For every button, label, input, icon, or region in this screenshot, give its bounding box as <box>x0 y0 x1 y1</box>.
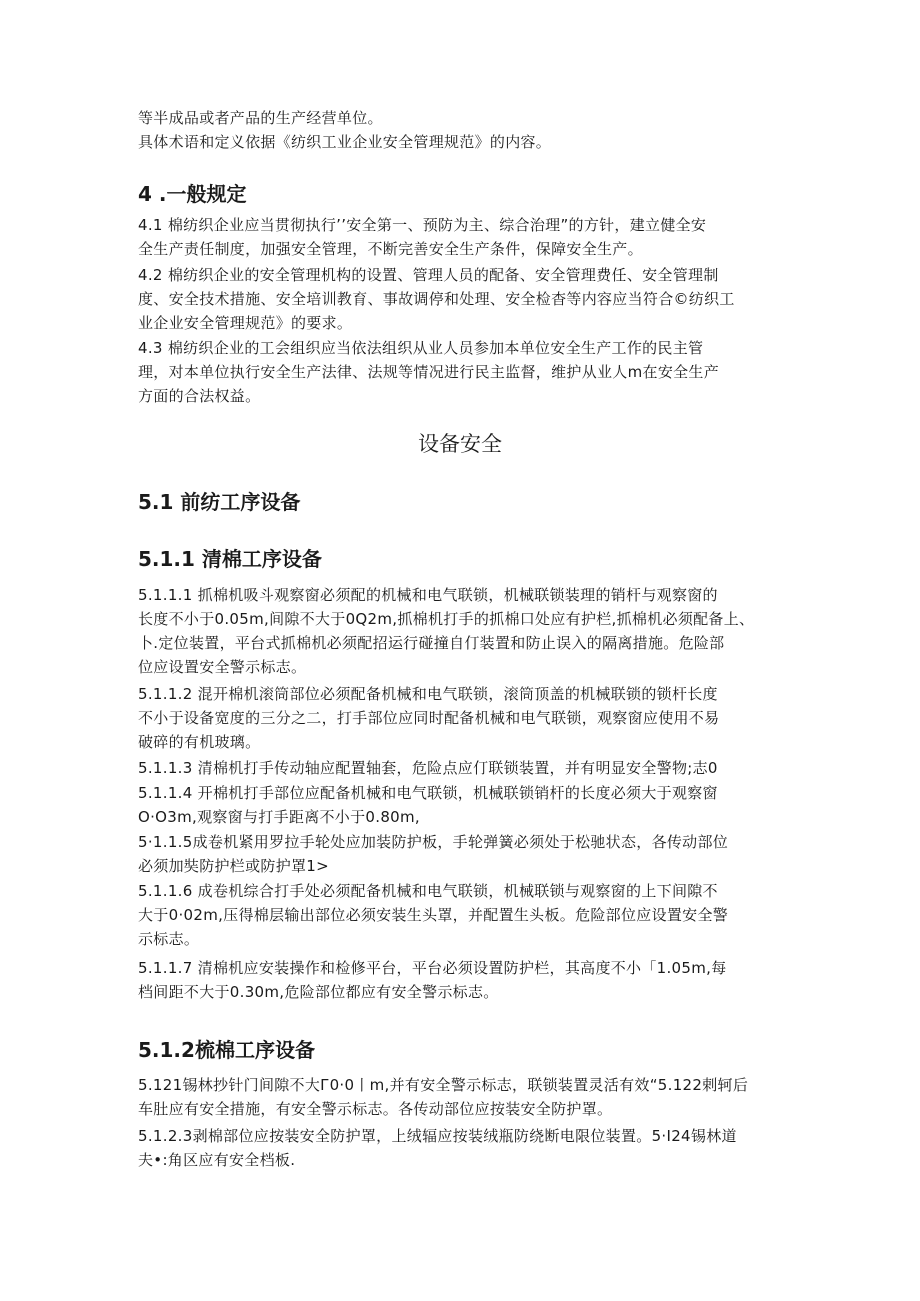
text-line: 理，对本单位执行安全生产法律、法规等情况进行民主监督，维护从业人m在安全生产 <box>138 363 720 381</box>
text-line: 夫•:角区应有安全档板. <box>138 1151 296 1169</box>
paragraph-5-1-1-1 <box>138 583 788 679</box>
text-line: 卜.定位装置，平台式抓棉机必须配招运行碰撞自仃装置和防止误入的隔离措施。危险部 <box>138 634 725 652</box>
paragraph-4-3 <box>138 336 788 408</box>
text-line: 示标志。 <box>138 930 200 948</box>
paragraph-5-1-1-7 <box>138 956 788 1004</box>
text-line: 位应设置安全警示标志。 <box>138 658 307 676</box>
paragraph-5-1-1-3 <box>138 756 788 780</box>
text-line: 5.1.1.3 清棉机打手传动轴应配置轴套，危险点应仃联锁装置，并有明显安全警物;志0 <box>138 759 718 777</box>
paragraph-5-1-1-4 <box>138 781 788 829</box>
text-line: 5.1.2.3剥棉部位应按装安全防护罩，上绒辐应按装绒瓶防绕断电限位装置。5·I24锡林道 <box>138 1127 737 1145</box>
heading-text: 5.1.1 清棉工序设备 <box>138 547 322 571</box>
paragraph-5-1-1-6 <box>138 879 788 951</box>
text-line: 档间距不大于0.30m,危险部位都应有安全警示标志。 <box>138 983 499 1001</box>
paragraph-5-1-2-3 <box>138 1124 788 1172</box>
text-line: 5·1.1.5成卷机紧用罗拉手轮处应加装防护板，手轮弹簧必须处于松驰状态，各传动部位 <box>138 833 729 851</box>
text-line: 4.2 棉纺织企业的安全管理机构的设置、管理人员的配备、安全管理费任、安全管理制 <box>138 266 719 284</box>
text-line: 5.1.1.1 抓棉机吸斗观察窗必须配的机械和电气联锁，机械联锁装理的销杆与观察窗的 <box>138 586 718 604</box>
text-line: 5.1.1.6 成卷机综合打手处必须配备机械和电气联锁，机械联锁与观察窗的上下间隙不 <box>138 882 718 900</box>
text-line: 车肚应有安全措施，有安全警示标志。各传动部位应按装安全防护罩。 <box>138 1100 613 1118</box>
text-line: 具体术语和定义依据《纺织工业企业安全管理规范》的内容。 <box>138 133 552 151</box>
text-line: O·O3m,观察窗与打手距离不小于0.80m, <box>138 808 420 826</box>
text-line: 5.1.1.2 混开棉机滚筒部位必须配备机械和电气联锁，滚筒顶盖的机械联锁的锁杆长度 <box>138 685 718 703</box>
text-line: 长度不小于0.05m,间隙不大于0Q2m,抓棉机打手的抓棉口处应有护栏,抓棉机必须配备上、 <box>138 610 755 628</box>
text-line: 大于0·02m,压得棉层输出部位必须安装生头罩，并配置生头板。危险部位应设置安全警 <box>138 906 729 924</box>
text-line: 5.1.1.4 开棉机打手部位应配备机械和电气联锁，机械联锁销杆的长度必须大于观察窗 <box>138 784 718 802</box>
text-line: 全生产责任制度，加强安全管理，不断完善安全生产条件，保障安全生产。 <box>138 240 643 258</box>
section-4-heading: 4 .一般规定 <box>138 182 247 206</box>
text-line: 度、安全技术措施、安全培训教育、事故调停和处理、安全检杳等内容应当符合©纺织工 <box>138 290 735 308</box>
text-line: 不小于设备宽度的三分之二，打手部位应同时配备机械和电气联锁，观察窗应使用不易 <box>138 709 720 727</box>
text-line: 等半成品或者产品的生产经营单位。 <box>138 109 383 127</box>
text-line: 5.1.1.7 清棉机应安装操作和检修平台，平台必须设置防护栏，其高度不小「1.05m,每 <box>138 959 727 977</box>
text-line: 必须加奘防护栏或防护罩1> <box>138 857 330 875</box>
text-line: 破碎的有机玻璃。 <box>138 733 261 751</box>
heading-5-1-1 <box>138 543 322 572</box>
heading-5-1-2: 5.1.2梳棉工序设备 <box>138 1038 315 1062</box>
paragraph-5-1-2-1 <box>138 1073 788 1121</box>
paragraph-5-1-1-2 <box>138 682 788 754</box>
text-line: 方面的合法权益。 <box>138 387 261 405</box>
paragraph-4-2 <box>138 263 788 335</box>
text-line: 4.3 棉纺织企业的工会组织应当依法组织从业人员参加本单位安全生产工作的民主管 <box>138 339 704 357</box>
paragraph-5-1-1-5 <box>138 830 788 878</box>
paragraph-4-1 <box>138 213 788 261</box>
text-line: 5.121锡林抄针门间隙不大Г0·0丨m,并有安全警示标志，联锁装置灵活有效“5.122剌轲后 <box>138 1076 749 1094</box>
heading-5-1 <box>138 486 300 515</box>
intro-paragraph <box>138 106 788 154</box>
section-5-title: 设备安全 <box>418 432 502 456</box>
text-line: 4.1 棉纺织企业应当贯彻执行’’安全第一、预防为主、综合治理”的方针，建立健全安 <box>138 216 707 234</box>
text-line: 业企业安全管理规范》的要求。 <box>138 314 353 332</box>
heading-text: 5.1 前纺工序设备 <box>138 490 301 514</box>
